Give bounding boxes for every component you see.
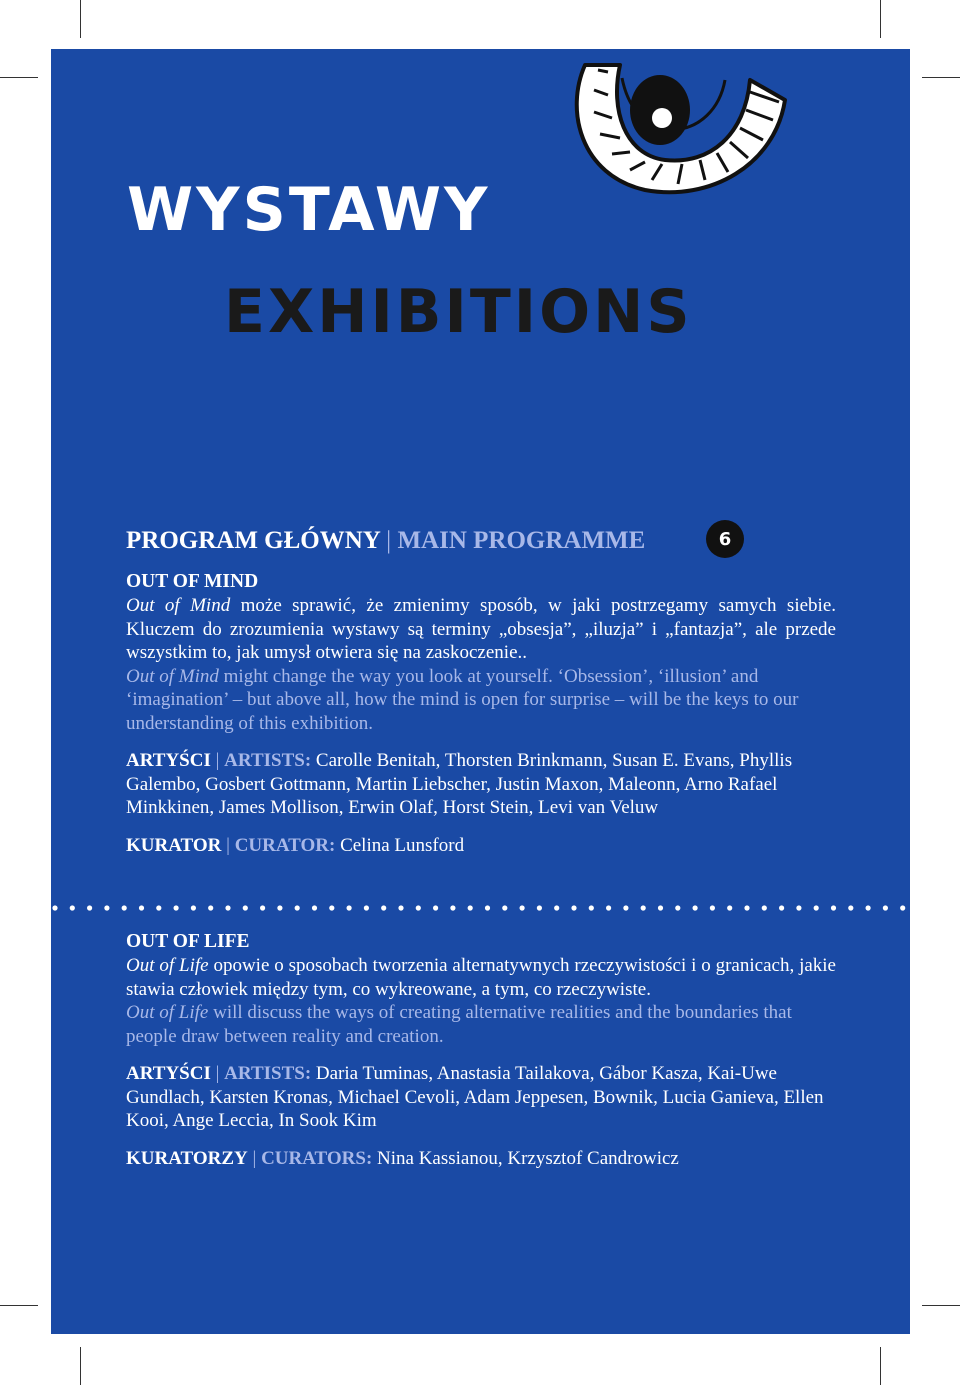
label-separator: |: [215, 750, 220, 771]
title-italic: Out of Mind: [126, 665, 219, 687]
divider-dot: [156, 905, 161, 910]
artists-list: Daria Tuminas, Anastasia Tailakova, Gábor Kasza, Kai-Uwe Gundlach, Karsten Kronas, Michael Cevoli, Adam Jeppesen, Bownik, Lucia Ganieva, Ellen Kooi, Ange Leccia, In Sook Kim: [126, 1063, 824, 1131]
curator-name: Celina Lunsford: [340, 834, 465, 856]
divider-dot: [520, 905, 525, 910]
curator-name: Nina Kassianou, Krzysztof Candrowicz: [377, 1147, 679, 1169]
curator-label-en: CURATORS:: [261, 1147, 373, 1169]
divider-dot: [243, 905, 248, 910]
divider-dot: [208, 905, 213, 910]
program-heading-en: MAIN PROGRAMME: [397, 527, 646, 554]
divider-dot: [848, 905, 853, 910]
divider-dot: [606, 905, 611, 910]
divider-dot: [796, 905, 801, 910]
curator-line: [126, 1147, 836, 1171]
divider-dot: [295, 905, 300, 910]
artists-label-en: ARTISTS:: [224, 750, 312, 771]
title-english: EXHIBITIONS: [224, 277, 693, 347]
divider-dot: [329, 905, 334, 910]
divider-dot: [727, 905, 732, 910]
description-pl: [126, 594, 836, 665]
section-title: OUT OF MIND: [126, 571, 259, 592]
divider-dot: [450, 905, 455, 910]
section-number-badge: 6: [706, 520, 744, 558]
divider-dot: [381, 905, 386, 910]
out-of-life-section: [126, 930, 836, 1170]
eye-logo-icon: [560, 50, 800, 205]
divider-dot: [866, 905, 871, 910]
curator-label-pl: KURATORZY: [126, 1147, 248, 1169]
divider-dot: [623, 905, 628, 910]
divider-dot: [277, 905, 282, 910]
divider-dot: [191, 905, 196, 910]
crop-mark: [0, 77, 38, 78]
divider-dot: [744, 905, 749, 910]
divider-dot: [433, 905, 438, 910]
divider-dot: [468, 905, 473, 910]
artists-line: [126, 1062, 836, 1133]
divider-dot: [104, 905, 109, 910]
divider-dot: [312, 905, 317, 910]
divider-dot: [52, 905, 57, 910]
divider-dot: [554, 905, 559, 910]
divider-dot: [831, 905, 836, 910]
artists-list: Carolle Benitah, Thorsten Brinkmann, Susan E. Evans, Phyllis Galembo, Gosbert Gottmann, Martin Liebscher, Justin Maxon, Maleonn, Arno Rafael Minkkinen, James Mollison, Erwin Olaf, Horst Stein, Levi van Veluw: [126, 750, 793, 818]
crop-mark: [0, 1305, 38, 1306]
divider-dot: [883, 905, 888, 910]
divider-dot: [641, 905, 646, 910]
label-separator: |: [226, 834, 230, 856]
divider-dot: [485, 905, 490, 910]
out-of-mind-section: [126, 570, 836, 857]
section-title: OUT OF LIFE: [126, 931, 250, 952]
divider-dot: [537, 905, 542, 910]
divider-dot: [814, 905, 819, 910]
heading-separator: |: [386, 527, 392, 554]
title-polish: WYSTAWY: [127, 175, 491, 245]
divider-dot: [225, 905, 230, 910]
artists-line: [126, 749, 836, 820]
crop-mark: [80, 0, 81, 38]
divider-dot: [174, 905, 179, 910]
description-pl-text: może sprawić, że zmienimy sposób, w jaki postrzegamy samych siebie. Kluczem do zrozumienia wystawy są terminy „obsesja”, „iluzja” i „fantazja”, ale przede wszystkim to, jak umysł otwiera się na zaskoczenie..: [126, 595, 837, 663]
divider-dot: [589, 905, 594, 910]
divider-dot: [139, 905, 144, 910]
curator-label-pl: KURATOR: [126, 834, 222, 856]
crop-mark: [922, 77, 960, 78]
divider-dot: [70, 905, 75, 910]
artists-label-pl: ARTYŚCI: [126, 750, 211, 771]
crop-mark: [922, 1305, 960, 1306]
divider-dot: [571, 905, 576, 910]
description-pl: [126, 954, 836, 1001]
title-italic: Out of Mind: [126, 595, 231, 616]
crop-mark: [80, 1347, 81, 1385]
divider-dot: [900, 905, 905, 910]
divider-dot: [658, 905, 663, 910]
description-en: [126, 1001, 836, 1048]
divider-dot: [675, 905, 680, 910]
divider-dot: [416, 905, 421, 910]
description-en: [126, 665, 836, 736]
title-italic: Out of Life: [126, 1002, 209, 1023]
program-heading: [126, 527, 645, 555]
divider-dot: [779, 905, 784, 910]
crop-mark: [880, 1347, 881, 1385]
description-en-text: will discuss the ways of creating alternative realities and the boundaries that people draw between reality and creation.: [126, 1002, 792, 1047]
divider-dot: [87, 905, 92, 910]
dotted-divider: [51, 901, 910, 915]
divider-dot: [710, 905, 715, 910]
artists-label-pl: ARTYŚCI: [126, 1063, 211, 1084]
artists-label-en: ARTISTS:: [224, 1063, 312, 1084]
divider-dot: [364, 905, 369, 910]
crop-mark: [880, 0, 881, 38]
divider-dot: [260, 905, 265, 910]
divider-dot: [693, 905, 698, 910]
title-italic: Out of Life: [126, 955, 209, 976]
divider-dot: [502, 905, 507, 910]
divider-dot: [762, 905, 767, 910]
curator-line: [126, 834, 836, 858]
divider-dot: [398, 905, 403, 910]
divider-dot: [347, 905, 352, 910]
divider-dot: [122, 905, 127, 910]
program-heading-pl: PROGRAM GŁÓWNY: [126, 527, 380, 554]
description-pl-text: opowie o sposobach tworzenia alternatywnych rzeczywistości i o granicach, jakie stawia człowiek między tym, co wykreowane, a tym, co rzeczywiste.: [126, 955, 836, 1000]
curator-label-en: CURATOR:: [234, 834, 336, 856]
description-en-text: might change the way you look at yourself. ‘Obsession’, ‘illusion’ and ‘imagination’ – but above all, how the mind is open for surprise – will be the keys to our understanding of this exhibition.: [126, 665, 799, 734]
label-separator: |: [252, 1147, 257, 1169]
label-separator: |: [215, 1063, 220, 1084]
